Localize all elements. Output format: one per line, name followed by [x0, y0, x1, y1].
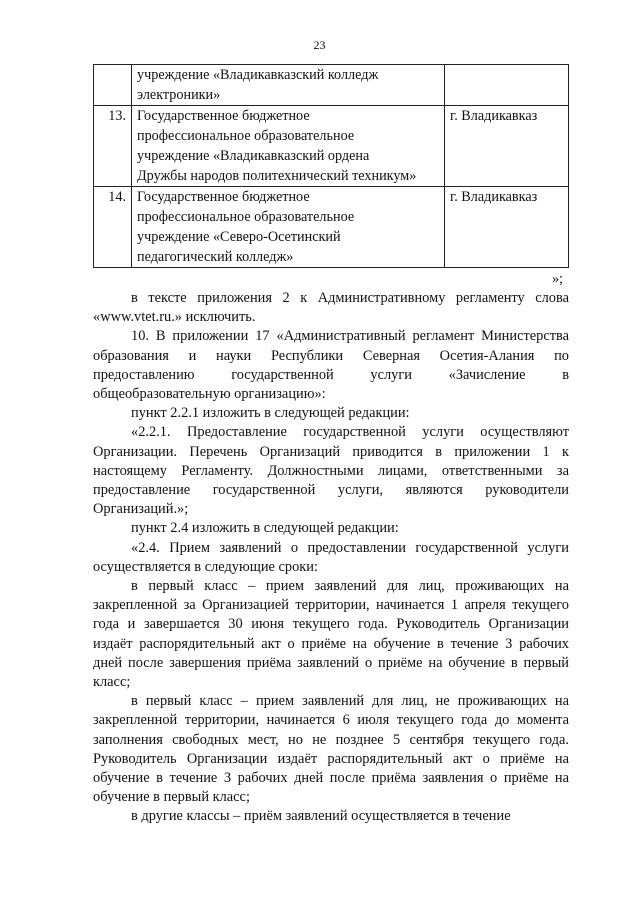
- paragraph: «2.2.1. Предоставление государственной услуги осуществляют Организации. Перечень Организаций приводится в приложении 1 к настоящему Регламенту. Должностными лицами, ответственными за предоставление государственной услуги, являются руководители Организаций.»;: [93, 424, 569, 518]
- name-line: профессиональное образовательное: [137, 128, 355, 144]
- name-line: Государственное бюджетное: [137, 108, 310, 124]
- paragraph: в первый класс – прием заявлений для лиц, проживающих на закрепленной за Организацией территории, начинается 1 апреля текущего года и завершается 30 июня текущего года. Руководитель Организации издаёт распорядительный акт о приёме на обучение в течение 3 рабочих дней после завершения приёма заявлений о приёме на обучение в первый класс;: [93, 578, 569, 691]
- name-line: электроники»: [137, 87, 221, 103]
- name-line: учреждение «Владикавказский колледж: [137, 67, 379, 83]
- document-body: [93, 289, 569, 827]
- table-row: [94, 65, 569, 106]
- city-cell: г. Владикавказ: [445, 187, 569, 268]
- name-line: профессиональное образовательное: [137, 209, 355, 225]
- closing-quote: »;: [551, 271, 563, 287]
- institutions-table: [93, 64, 569, 268]
- table-row: [94, 106, 569, 187]
- paragraph: в другие классы – приём заявлений осуществляется в течение: [131, 808, 511, 825]
- city-cell: г. Владикавказ: [445, 106, 569, 187]
- row-number: [94, 65, 132, 106]
- table-row: [94, 187, 569, 268]
- page-number: 23: [313, 38, 326, 52]
- name-line: Дружбы народов политехнический техникум»: [137, 168, 417, 184]
- institution-name: [132, 65, 445, 106]
- name-line: педагогический колледж»: [137, 249, 294, 265]
- institution-name: [132, 106, 445, 187]
- row-number: 13.: [94, 106, 132, 187]
- paragraph: пункт 2.4 изложить в следующей редакции:: [131, 520, 399, 537]
- paragraph: в первый класс – прием заявлений для лиц, не проживающих на закрепленной территории, начинается 6 июля текущего года до момента заполнения свободных мест, но не позднее 5 сентября текущего года. Руководитель Организации издаёт распорядительный акт о приёме на обучение в течение 3 рабочих дней после приёма заявления о приёме на обучение в первый класс;: [93, 693, 569, 806]
- name-line: учреждение «Северо-Осетинский: [137, 229, 341, 245]
- name-line: Государственное бюджетное: [137, 189, 310, 205]
- institution-name: [132, 187, 445, 268]
- paragraph: 10. В приложении 17 «Административный регламент Министерства образования и науки Республики Северная Осетия-Алания по предоставлению государственной услуги «Зачисление в общеобразовательную организацию»:: [93, 328, 569, 403]
- paragraph: «2.4. Прием заявлений о предоставлении государственной услуги осуществляется в следующие сроки:: [93, 539, 569, 575]
- name-line: учреждение «Владикавказский ордена: [137, 148, 370, 164]
- paragraph: пункт 2.2.1 изложить в следующей редакции:: [131, 405, 410, 422]
- paragraph: в тексте приложения 2 к Административному регламенту слова «www.vtet.ru.» исключить.: [93, 290, 569, 326]
- row-number: 14.: [94, 187, 132, 268]
- city-cell: [445, 65, 569, 106]
